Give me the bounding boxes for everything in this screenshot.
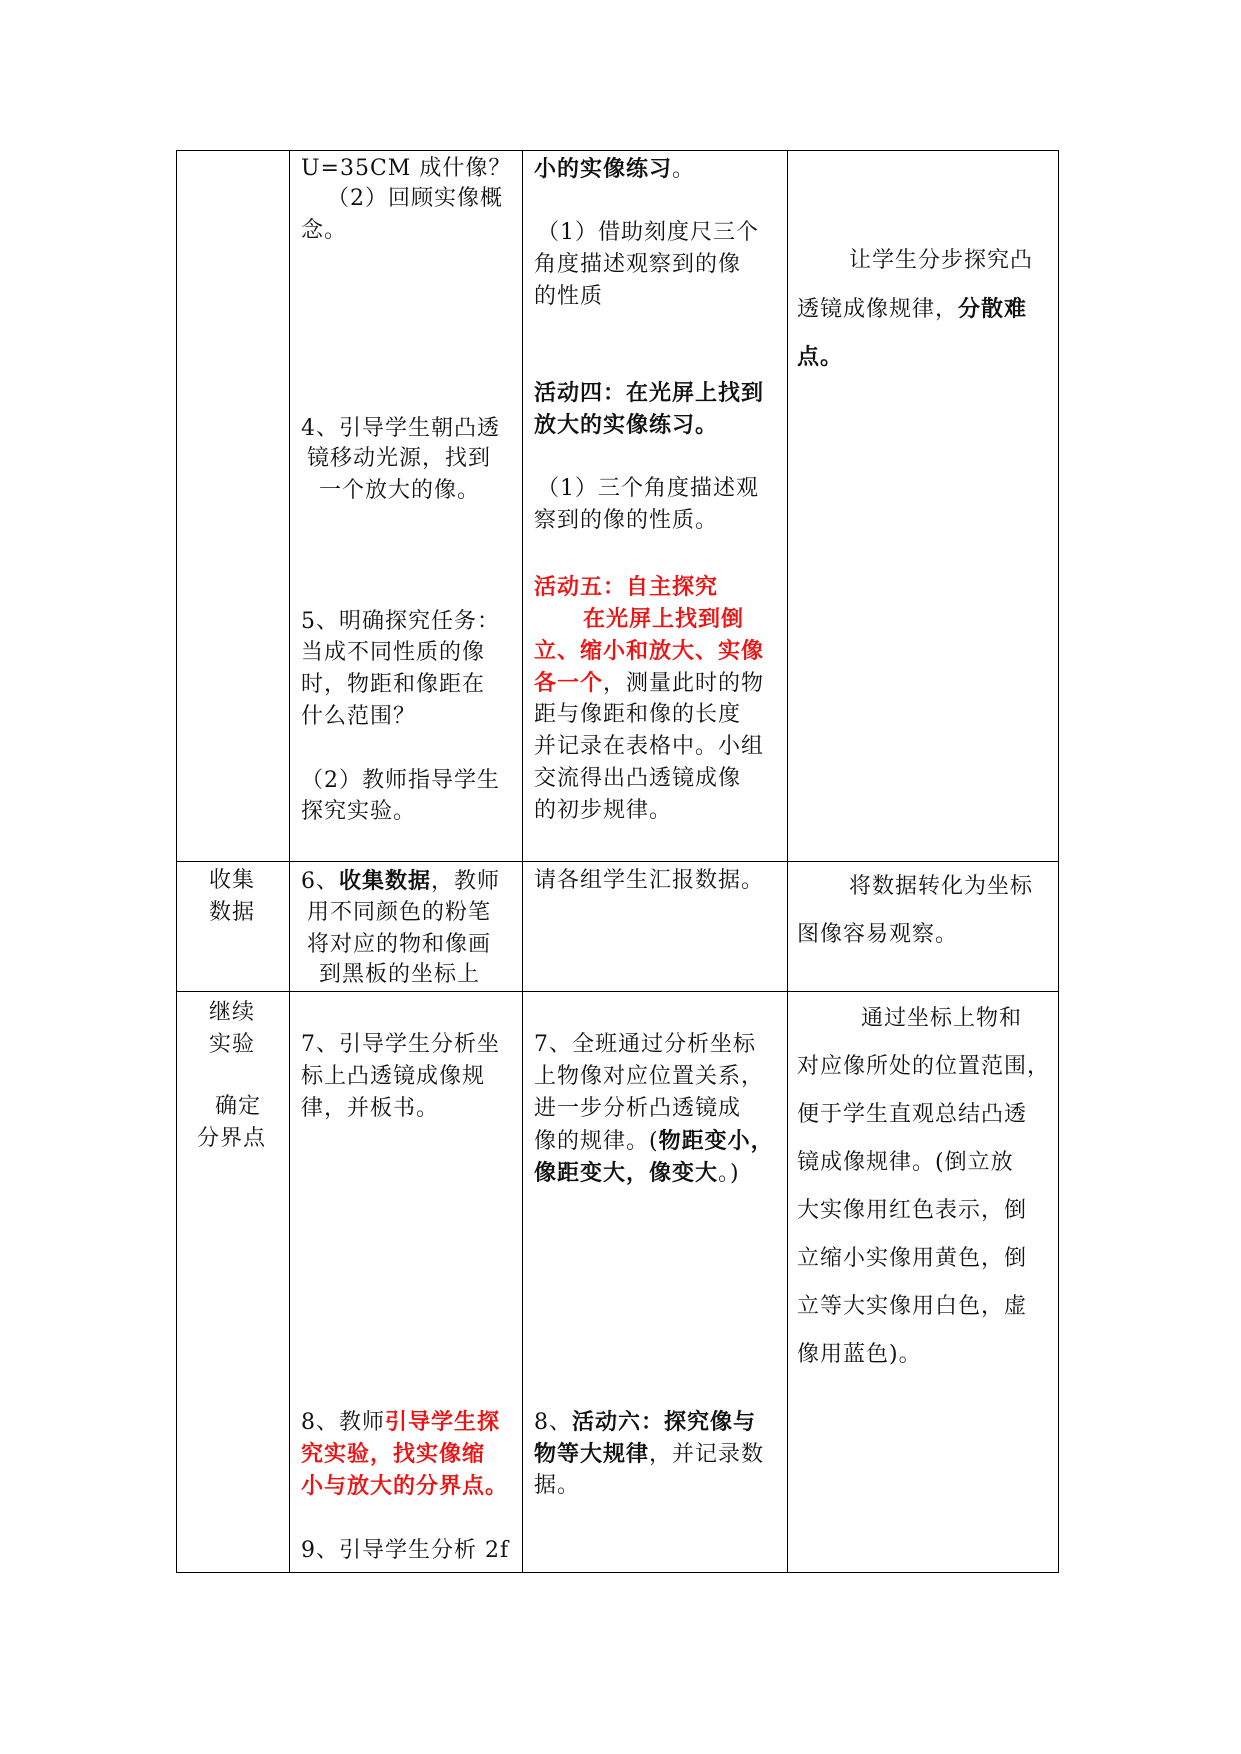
emphasis-text: 小与放大的分界点。 bbox=[301, 1473, 509, 1499]
cell-text: 镜移动光源，找到 bbox=[307, 446, 492, 471]
cell-text: （1）借助刻度尺三个 bbox=[537, 220, 759, 245]
cell-text: 律，并板书。 bbox=[301, 1096, 440, 1121]
cell-text: 距与像距和像的长度 bbox=[534, 702, 742, 727]
activity-five-text: 在光屏上找到倒 bbox=[583, 606, 745, 632]
cell-text: 当成不同性质的像 bbox=[301, 640, 486, 665]
cell-text: 。) bbox=[718, 1161, 740, 1186]
cell-text-line bbox=[797, 285, 1027, 334]
stage-label: 继续 bbox=[209, 1000, 256, 1025]
cell-text: ，并记录数 bbox=[649, 1442, 765, 1467]
cell-text: 探究实验。 bbox=[301, 799, 417, 824]
bold-text: 活动六：探究像与 bbox=[572, 1409, 757, 1435]
cell-text: 立等大实像用白色，虚 bbox=[797, 1294, 1028, 1319]
stage-label: 数据 bbox=[209, 900, 256, 925]
cell-text-line bbox=[534, 1125, 774, 1158]
cell-text: 像用蓝色)。 bbox=[797, 1342, 922, 1367]
cell-text-line bbox=[534, 1157, 740, 1190]
cell-text: 。 bbox=[672, 157, 696, 182]
cell-text: 一个放大的像。 bbox=[319, 478, 481, 503]
cell-text-line bbox=[534, 1438, 764, 1471]
cell-text: 的初步规律。 bbox=[534, 798, 673, 823]
cell-text: （1）三个角度描述观 bbox=[537, 476, 759, 501]
cell-text: 的性质 bbox=[534, 284, 604, 309]
stage-label: 确定 bbox=[215, 1094, 262, 1119]
cell-text: （2）教师指导学生 bbox=[301, 768, 500, 793]
cell-text: 对应像所处的位置范围， bbox=[797, 1054, 1051, 1079]
cell-text: 上物像对应位置关系， bbox=[534, 1064, 765, 1089]
bold-text: 分散难 bbox=[958, 296, 1028, 322]
stage-label: 实验 bbox=[209, 1032, 256, 1057]
cell-text: 7、引导学生分析坐 bbox=[301, 1032, 500, 1057]
bold-text: 收集数据 bbox=[339, 868, 432, 894]
lesson-plan-table bbox=[176, 150, 1059, 1573]
cell-text: 大实像用红色表示，倒 bbox=[797, 1198, 1028, 1223]
bold-text: 物等大规律 bbox=[534, 1441, 650, 1467]
cell-text: 5、明确探究任务： bbox=[301, 609, 500, 634]
bold-text: 物距变小， bbox=[658, 1128, 774, 1154]
cell-text: 并记录在表格中。小组 bbox=[534, 734, 765, 759]
activity-four-heading: 活动四：在光屏上找到 bbox=[534, 380, 765, 406]
stage-label: 收集 bbox=[209, 868, 256, 893]
cell-text: 进一步分析凸透镜成 bbox=[534, 1096, 742, 1121]
bold-text: 点。 bbox=[797, 344, 844, 370]
cell-text: 时，物距和像距在 bbox=[301, 672, 486, 697]
emphasis-text: 引导学生探 bbox=[385, 1409, 501, 1435]
cell-text: 念。 bbox=[301, 218, 348, 243]
bold-text: 像距变大，像变大 bbox=[534, 1160, 719, 1186]
cell-text-line bbox=[301, 1406, 500, 1439]
cell-text: 通过坐标上物和 bbox=[861, 1006, 1023, 1031]
cell-text: U=35CM 成什像？ bbox=[301, 156, 512, 181]
cell-text: 8、教师 bbox=[301, 1410, 385, 1435]
cell-text: 7、全班通过分析坐标 bbox=[534, 1032, 756, 1057]
cell-text: 透镜成像规律， bbox=[797, 297, 959, 322]
cell-text: 用不同颜色的粉笔 bbox=[307, 900, 492, 925]
cell-text-line bbox=[301, 865, 500, 898]
stage-label: 分界点 bbox=[197, 1126, 267, 1151]
row-divider bbox=[177, 861, 1058, 862]
cell-text: 标上凸透镜成像规 bbox=[301, 1064, 486, 1089]
activity-four-heading: 放大的实像练习。 bbox=[534, 412, 719, 438]
activity-five-heading: 活动五：自主探究 bbox=[534, 574, 719, 600]
emphasis-text: 究实验，找实像缩 bbox=[301, 1441, 486, 1467]
cell-text: 镜成像规律。(倒立放 bbox=[797, 1150, 1014, 1175]
cell-text: 将对应的物和像画 bbox=[307, 932, 492, 957]
cell-text: 察到的像的性质。 bbox=[534, 508, 719, 533]
cell-text: ，教师 bbox=[431, 869, 501, 894]
cell-text: 角度描述观察到的像 bbox=[534, 252, 742, 277]
cell-text: 将数据转化为坐标 bbox=[849, 874, 1034, 899]
cell-text: 到黑板的坐标上 bbox=[319, 962, 481, 987]
cell-text: 交流得出凸透镜成像 bbox=[534, 766, 742, 791]
cell-text: 据。 bbox=[534, 1473, 581, 1498]
activity-five-text: 各一个 bbox=[534, 670, 604, 696]
cell-text: 8、 bbox=[534, 1410, 572, 1435]
cell-text: 9、引导学生分析 2f bbox=[301, 1538, 510, 1563]
cell-text: 立缩小实像用黄色，倒 bbox=[797, 1246, 1028, 1271]
cell-text: ，测量此时的物 bbox=[603, 671, 765, 696]
cell-text: 便于学生直观总结凸透 bbox=[797, 1102, 1028, 1127]
cell-text: 4、引导学生朝凸透 bbox=[301, 416, 500, 441]
activity-five-text: 立、缩小和放大、实像 bbox=[534, 638, 765, 664]
cell-text: 6、 bbox=[301, 869, 339, 894]
cell-text: 什么范围？ bbox=[301, 704, 417, 729]
cell-text-line bbox=[534, 667, 764, 700]
cell-text: 像的规律。( bbox=[534, 1129, 659, 1154]
row-divider bbox=[177, 991, 1058, 992]
cell-text: 图像容易观察。 bbox=[797, 922, 959, 947]
cell-text: 请各组学生汇报数据。 bbox=[534, 868, 765, 893]
cell-text: （2）回顾实像概 bbox=[327, 186, 503, 211]
cell-text-line bbox=[534, 153, 695, 186]
bold-text: 小的实像练习 bbox=[534, 156, 673, 182]
cell-text: 让学生分步探究凸 bbox=[849, 248, 1034, 273]
cell-text-line bbox=[534, 1406, 756, 1439]
